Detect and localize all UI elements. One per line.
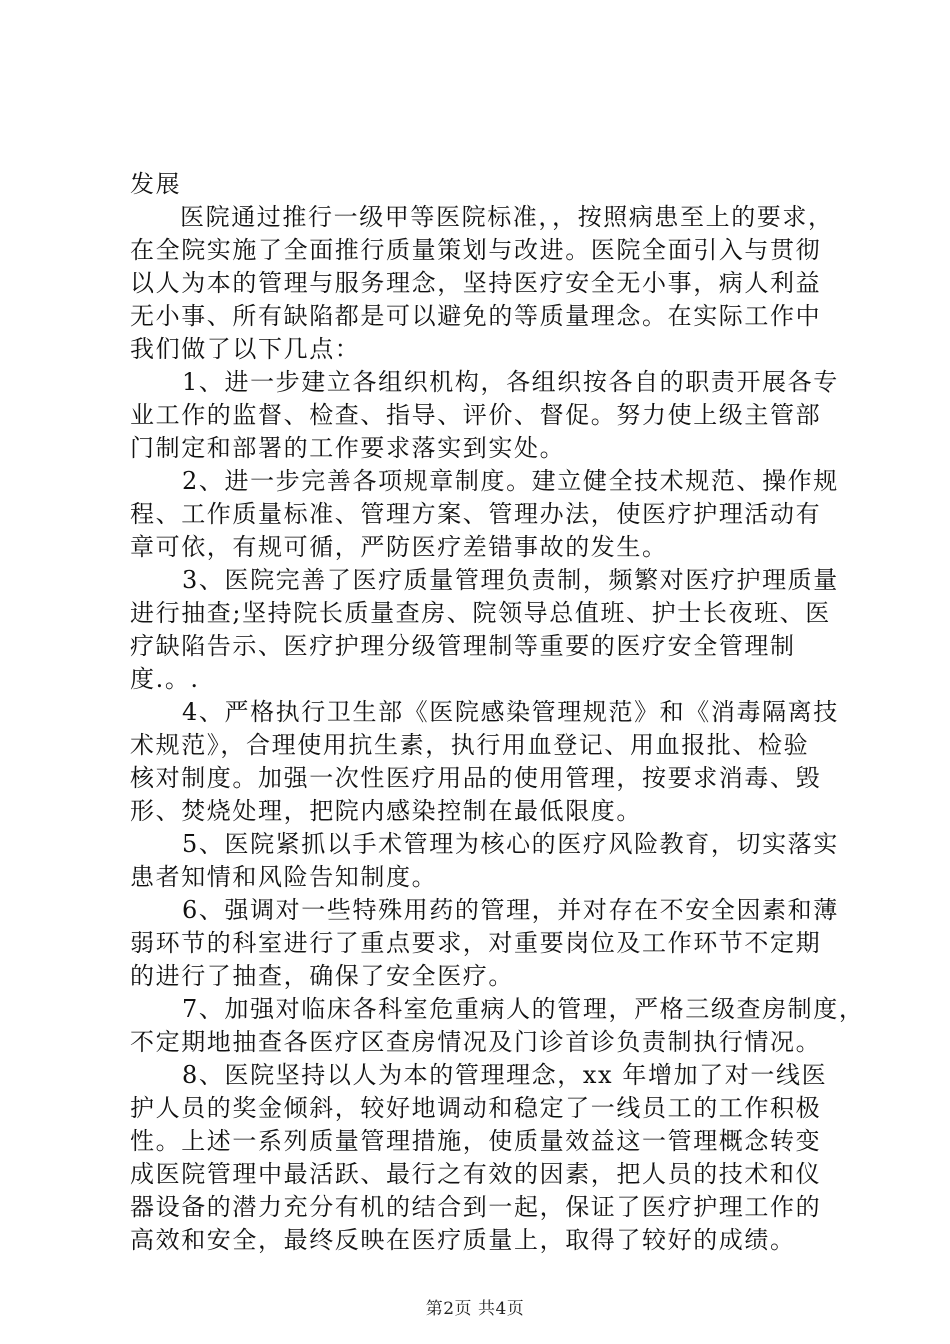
text-line: 患者知情和风险告知制度。	[130, 863, 438, 891]
text-line: 疗缺陷告示、医疗护理分级管理制等重要的医疗安全管理制	[130, 632, 796, 660]
paragraph-intro-line: 医院通过推行一级甲等医院标准，，按照病患至上的要求，	[180, 203, 834, 231]
text-line: 弱环节的科室进行了重点要求，对重要岗位及工作环节不定期	[130, 929, 822, 957]
text-line: 的进行了抽查，确保了安全医疗。	[130, 962, 514, 990]
list-item-2-line: 2、进一步完善各项规章制度。建立健全技术规范、操作规	[182, 467, 839, 495]
list-item-8-line: 8、医院坚持以人为本的管理理念，xx 年增加了对一线医	[182, 1061, 828, 1089]
text-line: 核对制度。加强一次性医疗用品的使用管理，按要求消毒、毁	[130, 764, 822, 792]
text-line: 器设备的潜力充分有机的结合到一起，保证了医疗护理工作的	[130, 1193, 822, 1221]
text-line: 章可依，有规可循，严防医疗差错事故的发生。	[130, 533, 668, 561]
text-line: 程、工作质量标准、管理方案、管理办法，使医疗护理活动有	[130, 500, 822, 528]
text-line: 业工作的监督、检查、指导、评价、督促。努力使上级主管部	[130, 401, 822, 429]
text-line: 门制定和部署的工作要求落实到实处。	[130, 434, 566, 462]
text-line: 护人员的奖金倾斜，较好地调动和稳定了一线员工的工作积极	[130, 1094, 822, 1122]
text-line: 术规范》，合理使用抗生素，执行用血登记、用血报批、检验	[130, 731, 810, 759]
document-body	[130, 168, 865, 1257]
text-line: 成医院管理中最活跃、最行之有效的因素，把人员的技术和仪	[130, 1160, 822, 1188]
text-line: 我们做了以下几点：	[130, 335, 361, 363]
text-line: 发展	[130, 170, 182, 198]
text-line: 形、焚烧处理，把院内感染控制在最低限度。	[130, 797, 642, 825]
text-line: 度.。.	[130, 665, 200, 693]
text-line: 不定期地抽查各医疗区查房情况及门诊首诊负责制执行情况。	[130, 1028, 822, 1056]
list-item-5-line: 5、医院紧抓以手术管理为核心的医疗风险教育，切实落实	[182, 830, 839, 858]
text-line: 以人为本的管理与服务理念，坚持医疗安全无小事，病人利益	[130, 269, 822, 297]
text-line: 在全院实施了全面推行质量策划与改进。医院全面引入与贯彻	[130, 236, 822, 264]
list-item-1-line: 1、进一步建立各组织机构，各组织按各自的职责开展各专	[182, 368, 839, 396]
text-line: 无小事、所有缺陷都是可以避免的等质量理念。在实际工作中	[130, 302, 822, 330]
list-item-7-line: 7、加强对临床各科室危重病人的管理，严格三级查房制度，	[182, 995, 865, 1023]
text-line: 进行抽查;坚持院长质量查房、院领导总值班、护士长夜班、医	[130, 599, 831, 627]
text-line: 性。上述一系列质量管理措施，使质量效益这一管理概念转变	[130, 1127, 822, 1155]
list-item-6-line: 6、强调对一些特殊用药的管理，并对存在不安全因素和薄	[182, 896, 839, 924]
text-line: 高效和安全，最终反映在医疗质量上，取得了较好的成绩。	[130, 1226, 796, 1254]
list-item-4-line: 4、严格执行卫生部《医院感染管理规范》和《消毒隔离技	[182, 698, 839, 726]
list-item-3-line: 3、医院完善了医疗质量管理负责制，频繁对医疗护理质量	[182, 566, 839, 594]
page-number-footer: 第2页 共4页	[425, 1299, 525, 1319]
